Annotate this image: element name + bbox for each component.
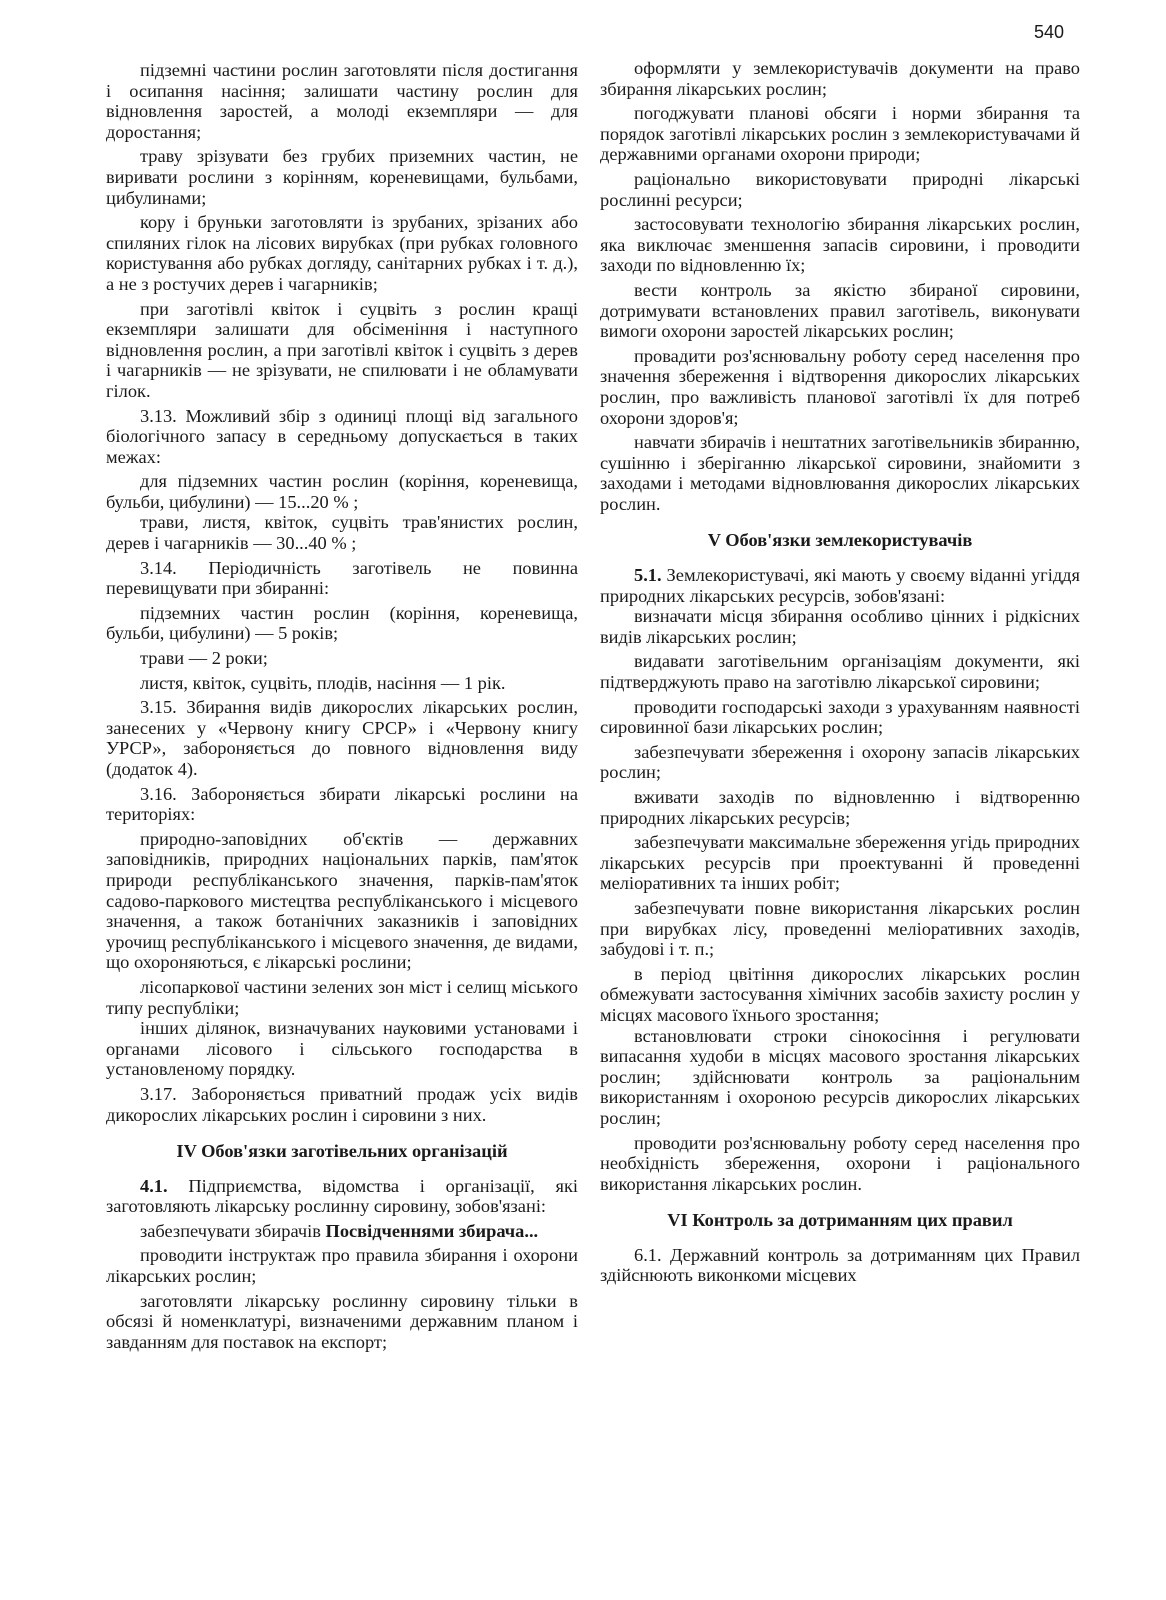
paragraph: застосовувати технологію збирання лікарських рослин, яка виключає зменшення запасів сировини, і проводити заходи по відновленню їх; <box>600 214 1080 276</box>
paragraph <box>600 565 1080 606</box>
bold-term: Посвідченнями збирача... <box>325 1220 539 1241</box>
paragraph: встановлювати строки сінокосіння і регулювати випасання худоби в місцях масового зростання лікарських рослин; здійснювати контроль за раціональним використанням і охороною ресурсів дикорослих лікарських рослин; <box>600 1025 1080 1128</box>
paragraph: кору і бруньки заготовляти із зрубаних, зрізаних або спиляних гілок на лісових вирубках (при рубках головного користування або рубках догляду, санітарних рубках і т. д.), а не з ростучих дерев і чагарників; <box>106 212 578 294</box>
paragraph: 6.1. Державний контроль за дотриманням цих Правил здійснюють виконкоми місцевих <box>600 1244 1080 1286</box>
paragraph: 3.15. Збирання видів дикорослих лікарських рослин, занесених у «Червону книгу СРСР» і «Червону книгу УРСР», забороняється до повного відновлення виду (додаток 4). <box>106 697 578 779</box>
page-number: 540 <box>1033 22 1064 42</box>
clause-text: Землекористувачі, які мають у своєму віданні угіддя природних лікарських ресурсів, зобов'язані: <box>600 565 1080 606</box>
clause-number: 4.1. <box>140 1175 168 1196</box>
right-column <box>600 58 1080 1286</box>
paragraph: трави, листя, квіток, суцвіть трав'янистих рослин, дерев і чагарників — 30...40 % ; <box>106 512 578 554</box>
paragraph: трави — 2 роки; <box>140 648 268 669</box>
paragraph: листя, квіток, суцвіть, плодів, насіння — 1 рік. <box>140 672 506 693</box>
paragraph: вживати заходів по відновленню і відтворенню природних лікарських ресурсів; <box>600 787 1080 828</box>
paragraph: для підземних частин рослин (коріння, кореневища, бульби, цибулини) — 15...20 % ; <box>106 471 578 512</box>
paragraph: траву зрізувати без грубих приземних частин, не виривати рослини з корінням, кореневищами, бульбами, цибулинами; <box>106 146 578 208</box>
left-column <box>106 60 578 1352</box>
paragraph: забезпечувати збереження і охорону запасів лікарських рослин; <box>600 741 1080 783</box>
clause-number: 5.1. <box>634 565 662 586</box>
paragraph <box>106 1176 578 1217</box>
paragraph: 3.14. Періодичність заготівель не повинна перевищувати при збиранні: <box>106 557 578 599</box>
paragraph: заготовляти лікарську рослинну сировину тільки в обсязі й номенклатурі, визначеними державним планом і завданням для поставок на експорт; <box>106 1290 578 1352</box>
paragraph: підземні частини рослин заготовляти після достигання і осипання насіння; залишати частину рослин для відновлення заростей, а молоді екземпляри — для доростання; <box>106 60 578 142</box>
paragraph: навчати збирачів і нештатних заготівельників збиранню, сушінню і зберіганню лікарської сировини, знайомити з заходами і методами відновлювання дикорослих лікарських рослин. <box>600 432 1080 514</box>
paragraph: видавати заготівельним організаціям документи, які підтверджують право на заготівлю лікарської сировини; <box>600 651 1080 693</box>
clause-text: забезпечувати збирачів <box>140 1220 326 1241</box>
paragraph: проводити роз'яснювальну роботу серед населення про необхідність збереження, охорони і раціонального використання лікарських рослин. <box>600 1132 1080 1194</box>
paragraph: вести контроль за якістю збираної сировини, дотримувати встановлених правил заготівель, виконувати вимоги охорони заростей лікарських рослин; <box>600 279 1080 342</box>
paragraph: проводити інструктаж про правила збирання і охорони лікарських рослин; <box>106 1245 578 1287</box>
paragraph: оформляти у землекористувачів документи на право збирання лікарських рослин; <box>600 58 1080 99</box>
paragraph: підземних частин рослин (коріння, кореневища, бульби, цибулини) — 5 років; <box>106 602 578 644</box>
paragraph: 3.13. Можливий збір з одиниці площі від загального біологічного запасу в середньому допускається в таких межах: <box>106 405 578 467</box>
paragraph: визначати місця збирання особливо цінних і рідкісних видів лікарських рослин; <box>600 606 1080 647</box>
section-heading-v: V Обов'язки землекористувачів <box>707 530 973 551</box>
paragraph: забезпечувати максимальне збереження угідь природних лікарських ресурсів при проектуванні й проведенні меліоративних та інших робіт; <box>600 832 1080 894</box>
paragraph: в період цвітіння дикорослих лікарських рослин обмежувати застосування хімічних засобів захисту рослин у місцях масового їхнього зростання; <box>600 963 1080 1025</box>
paragraph: погоджувати планові обсяги і норми збирання та порядок заготівлі лікарських рослин з землекористувачами й державними органами охорони природи; <box>600 103 1080 165</box>
paragraph <box>106 1221 578 1242</box>
paragraph: 3.16. Забороняється збирати лікарські рослини на територіях: <box>106 783 578 825</box>
paragraph: лісопаркової частини зелених зон міст і селищ міського типу республіки; <box>106 976 578 1018</box>
paragraph: проводити господарські заходи з урахуванням наявності сировинної бази лікарських рослин; <box>600 696 1080 738</box>
paragraph: 3.17. Забороняється приватний продаж усіх видів дикорослих лікарських рослин і сировини з них. <box>106 1083 578 1125</box>
section-heading-vi: VI Контроль за дотриманням цих правил <box>667 1210 1013 1231</box>
paragraph: інших ділянок, визначуваних науковими установами і органами лісового і сільського господарства в установленому порядку. <box>106 1018 578 1080</box>
section-heading-iv: IV Обов'язки заготівельних організацій <box>176 1141 508 1162</box>
paragraph: провадити роз'яснювальну роботу серед населення про значення збереження і відтворення дикорослих лікарських рослин, про важливість планової заготівлі їх для потреб охорони здоров'я; <box>600 345 1080 428</box>
paragraph: при заготівлі квіток і суцвіть з рослин кращі екземпляри залишати для обсіменіння і наступного відновлення рослин, а при заготівлі квіток і суцвіть з дерев і чагарників — не зрізувати, не спилювати і не обламувати гілок. <box>106 298 578 401</box>
paragraph: природно-заповідних об'єктів — державних заповідників, природних національних парків, пам'яток природи республіканського значення, парків-пам'яток садово-паркового мистецтва республіканського і місцевого значення, а також ботанічних заказників і заповідних урочищ республіканського і місцевого значення, де видами, що охороняються, є лікарські рослини; <box>106 828 578 973</box>
clause-text: Підприємства, відомства і організації, які заготовляють лікарську рослинну сировину, зобов'язані: <box>106 1175 578 1217</box>
paragraph: забезпечувати повне використання лікарських рослин при вирубках лісу, проведенні меліоративних заходів, забудові і т. п.; <box>600 897 1080 960</box>
paragraph: раціонально використовувати природні лікарські рослинні ресурси; <box>600 168 1080 210</box>
